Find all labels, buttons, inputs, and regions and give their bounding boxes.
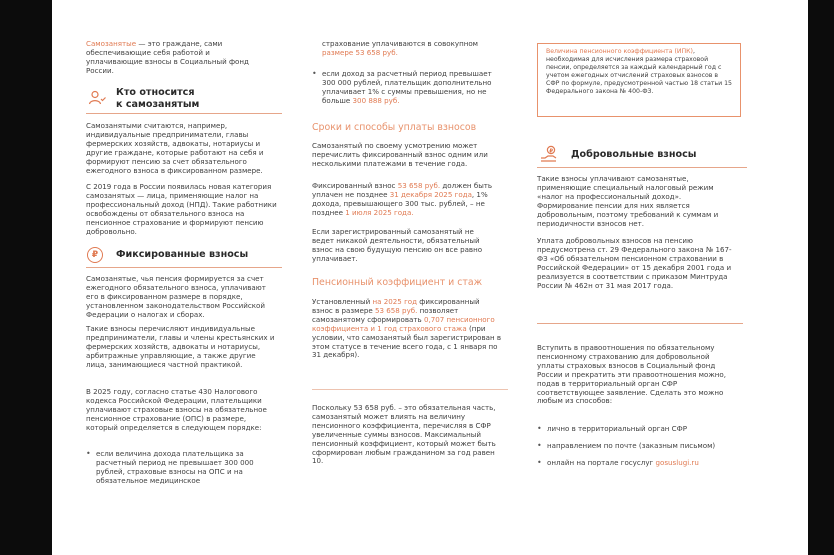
document-page <box>52 0 808 555</box>
bottom-paragraph: Поскольку 53 658 руб. – это обязательная часть, самозанятый может влиять на величину пенсионного коэффициента, перечисляя в СФР увеличенные суммы взносов. Максимальный пенсионный коэффициент, который может быть сформирован любым гражданином за год равен 10. <box>312 403 496 466</box>
who-paragraph-2: С 2019 года в России появилась новая категория самозанятых — лица, применяющие налог на профессиональный доход (НПД). Такие работники освобождены от обязательного взноса на пенсионное страхование и формируют пенсию добровольно. <box>86 182 277 236</box>
list-item: • если доход за расчетный период превышает 300 000 рублей, плательщик дополнительно уплачивает 1% с суммы превышения, но не больше 300 888 руб. <box>312 70 502 106</box>
ipk-info-text: Величина пенсионного коэффициента (ИПК), необходимая для исчисления размера страховой пенсии, определяется за каждый календарный год с учетом ежегодных отчислений страховых взносов в СФР по формуле, предусмотренной частью 18 статьи 15 Федерального закона № 400-ФЗ. <box>546 48 732 95</box>
terms-paragraph-3: Если зарегистрированный самозанятый не ведет никакой деятельности, обязательный взнос на свою будущую пенсию он все равно уплачивает. <box>312 227 483 263</box>
list-item: • направлением по почте (заказным письмом) <box>537 442 737 451</box>
list-continuation: страхование уплачиваются в совокупном размере 53 658 руб. <box>322 39 479 57</box>
gosuslugi-link[interactable]: gosuslugi.ru <box>655 457 699 467</box>
section-divider <box>312 389 508 390</box>
terms-section-title: Сроки и способы уплаты взносов <box>312 122 477 133</box>
ipk-info-box <box>537 43 741 117</box>
coef-section-title: Пенсионный коэффициент и стаж <box>312 277 483 288</box>
section-divider <box>537 323 743 324</box>
section-divider <box>86 113 282 114</box>
list-item: • если величина дохода плательщика за расчетный период не превышает 300 000 рублей, страховые взносы на ОПС и на обязательное медицинское <box>86 450 276 486</box>
fixed-section-title: Фиксированные взносы <box>116 249 249 260</box>
voluntary-section-title: Добровольные взносы <box>571 149 697 160</box>
section-divider <box>86 267 282 268</box>
who-section-title: Кто относится к самозанятым <box>116 87 200 110</box>
submission-methods-list <box>537 425 737 468</box>
list-item: • лично в территориальный орган СФР <box>537 425 737 434</box>
fixed-paragraph-1: Самозанятые, чья пенсия формируется за счет ежегодного обязательного взноса, уплачивают его в фиксированном размере в порядке, установленном законодательством Российской Федерации о налогах и сборах. <box>86 274 266 319</box>
fixed-paragraph-2: Такие взносы перечисляют индивидуальные предприниматели, главы и члены крестьянских и фермерских хозяйств, адвокаты и нотариусы, арбитражные управляющие, а также другие лица, занимающиеся частной практикой. <box>86 324 275 369</box>
who-paragraph-1: Самозанятыми считаются, например, индивидуальные предприниматели, главы фермерских хозяйств, адвокаты, нотариусы и другие граждане, которые работают на себя и формируют пенсию за счет обязательного ежегодного взноса в фиксированном размере. <box>86 121 264 175</box>
terms-paragraph-1: Самозанятый по своему усмотрению может перечислить фиксированный взнос одним или несколькими платежами в течение года. <box>312 141 488 168</box>
svg-text:₽: ₽ <box>549 148 554 155</box>
list-item: • онлайн на портале госуслуг gosuslugi.ru <box>537 459 737 468</box>
section-divider <box>537 167 747 168</box>
enter-paragraph: Вступить в правоотношения по обязательному пенсионному страхованию для добровольной уплаты страховых взносов в Социальный фонд России и прекратить эти правоотношения можно, подав в территориальный орган СФР соответствующее заявление. Сделать это можно любым из способов: <box>537 343 726 406</box>
hand-coin-icon <box>540 145 560 161</box>
intro-paragraph <box>86 40 256 76</box>
person-icon <box>88 90 106 106</box>
voluntary-paragraph-1: Такие взносы уплачивают самозанятые, применяющие специальный налоговый режим «налог на профессиональный доход». Формирование пенсии для них является добровольным, поэтому требований к суммам и периодичности взносов нет. <box>537 174 719 228</box>
terms-paragraph-2: Фиксированный взнос 53 658 руб. должен быть уплачен не позднее 31 декабря 2025 года, 1% дохода, превышающего 300 тыс. рублей, – не позднее 1 июля 2025 года. <box>312 181 493 217</box>
intro-term: Самозанятые <box>86 39 137 48</box>
coef-paragraph: Установленный на 2025 год фиксированный взнос в размере 53 658 руб. позволяет самозанятому сформировать 0,707 пенсионного коэффициента и 1 год страхового стажа (при условии, что самозанятый был зарегистрирован в этом статусе в течение всего года, с 1 января по 31 декабря). <box>312 297 502 360</box>
intro-text: — это граждане, сами обеспечивающие себя работой и уплачивающие взносы в Социальный фонд России. <box>86 39 249 75</box>
payment-rules-list-cont <box>312 70 502 106</box>
voluntary-paragraph-2: Уплата добровольных взносов на пенсию предусмотрена ст. 29 Федерального закона № 167-ФЗ «Об обязательном пенсионном страховании в Российской Федерации» от 15 декабря 2001 года и реализуется в соответствии с приказом Минтруда России № 462н от 31 мая 2017 года. <box>537 236 732 290</box>
payment-rules-list <box>86 450 276 486</box>
ruble-icon: ₽ <box>87 247 103 263</box>
fixed-paragraph-3: В 2025 году, согласно статье 430 Налогового кодекса Российской Федерации, плательщики уплачивают страховые взносы на обязательное пенсионное страхование (ОПС) в размере, который определяется в следующем порядке: <box>86 387 267 432</box>
